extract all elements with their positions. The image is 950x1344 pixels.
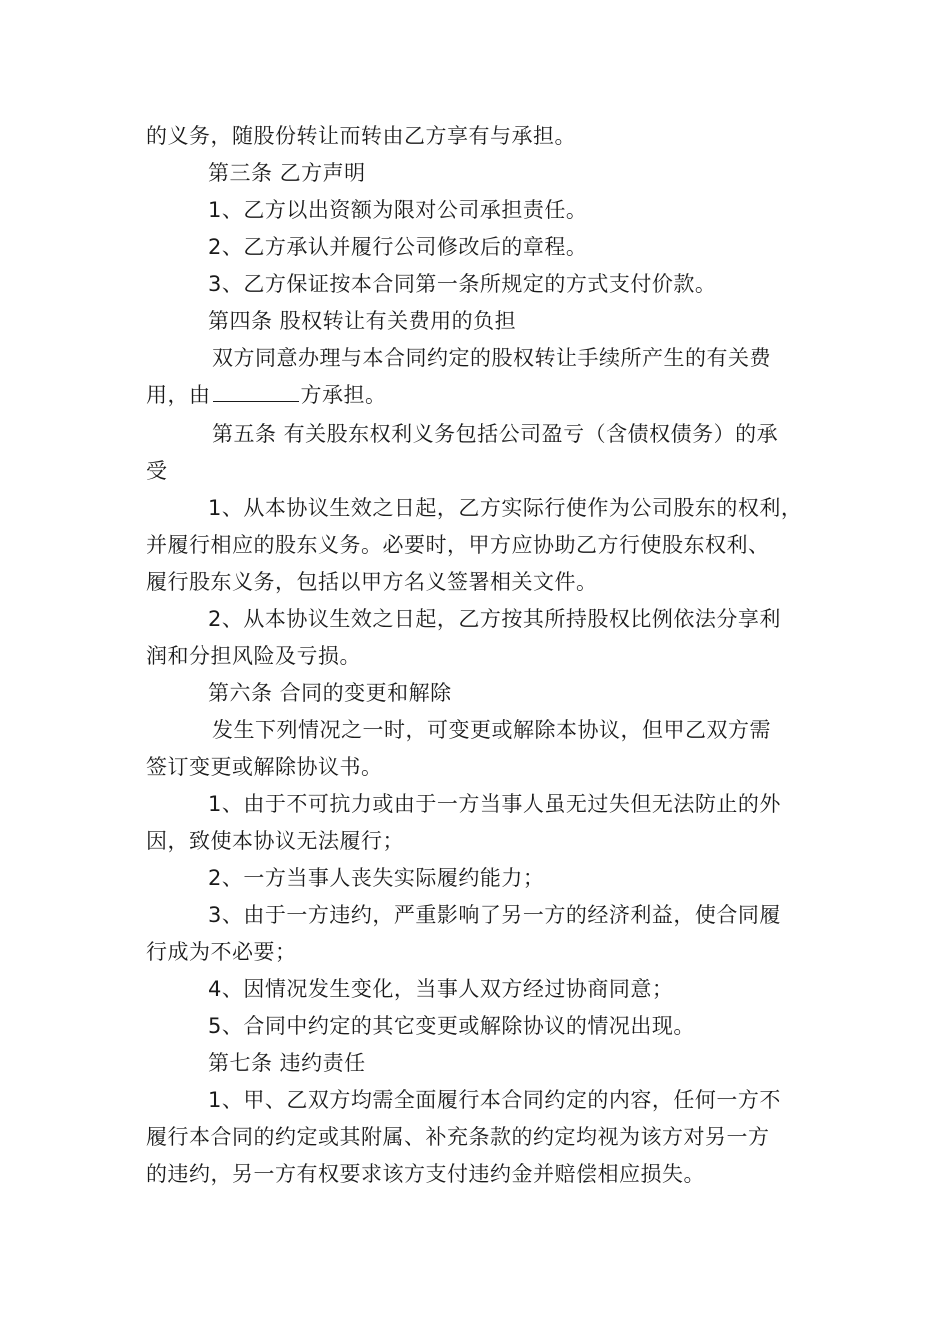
text-line: 1、乙方以出资额为限对公司承担责任。 [208, 198, 588, 222]
text-line: 的违约，另一方有权要求该方支付违约金并赔偿相应损失。 [146, 1162, 705, 1186]
text-line: 并履行相应的股东义务。必要时，甲方应协助乙方行使股东权利、 [146, 533, 770, 557]
text-segment: 方承担。 [300, 383, 387, 407]
text-line: 发生下列情况之一时，可变更或解除本协议，但甲乙双方需 [212, 718, 771, 742]
text-line: 的义务，随股份转让而转由乙方享有与承担。 [146, 124, 576, 148]
section-heading: 第三条 乙方声明 [208, 161, 366, 185]
text-line: 受 [146, 459, 168, 483]
text-line: 签订变更或解除协议书。 [146, 755, 383, 779]
text-line: 履行股东义务，包括以甲方名义签署相关文件。 [146, 570, 598, 594]
text-line: 2、一方当事人丧失实际履约能力； [208, 866, 545, 890]
text-line: 1、从本协议生效之日起，乙方实际行使作为公司股东的权利， [208, 496, 803, 520]
section-heading: 第五条 有关股东权利义务包括公司盈亏（含债权债务）的承 [212, 422, 779, 446]
text-line: 1、甲、乙双方均需全面履行本合同约定的内容，任何一方不 [208, 1088, 781, 1112]
text-line: 5、合同中约定的其它变更或解除协议的情况出现。 [208, 1014, 695, 1038]
text-line: 3、乙方保证按本合同第一条所规定的方式支付价款。 [208, 272, 717, 296]
text-segment: 用，由 [146, 383, 211, 407]
section-heading: 第六条 合同的变更和解除 [208, 681, 452, 705]
text-line: 1、由于不可抗力或由于一方当事人虽无过失但无法防止的外 [208, 792, 781, 816]
section-heading: 第七条 违约责任 [208, 1051, 366, 1075]
text-line: 履行本合同的约定或其附属、补充条款的约定均视为该方对另一方 [146, 1125, 770, 1149]
text-line-with-blank [146, 381, 387, 409]
text-line: 行成为不必要； [146, 940, 297, 964]
text-line: 2、从本协议生效之日起，乙方按其所持股权比例依法分享利 [208, 607, 781, 631]
text-line: 润和分担风险及亏损。 [146, 644, 361, 668]
text-line: 3、由于一方违约，严重影响了另一方的经济利益，使合同履 [208, 903, 781, 927]
fill-in-blank [213, 381, 299, 402]
section-heading: 第四条 股权转让有关费用的负担 [208, 309, 517, 333]
text-line: 4、因情况发生变化，当事人双方经过协商同意； [208, 977, 674, 1001]
text-line: 因，致使本协议无法履行； [146, 829, 404, 853]
text-line: 双方同意办理与本合同约定的股权转让手续所产生的有关费 [212, 346, 771, 370]
text-line: 2、乙方承认并履行公司修改后的章程。 [208, 235, 588, 259]
